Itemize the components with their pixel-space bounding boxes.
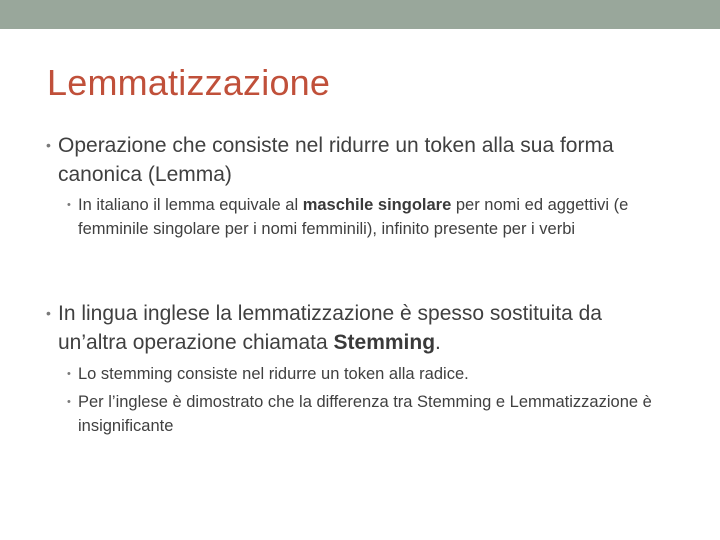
bullet-dot: • [46, 305, 51, 321]
bullet-2-text-after: . [435, 331, 441, 354]
bullet-2-bold: Stemming [333, 331, 436, 354]
bullet-1-1-text-before: In italiano il lemma equivale al [78, 196, 303, 214]
slide-title: Lemmatizzazione [47, 62, 331, 103]
bullet-1-1 [67, 193, 678, 241]
bullet-2 [46, 299, 668, 357]
bullet-2-text-before: In lingua inglese la lemmatizzazione è spesso sostituita da un’altra operazione chiamata [58, 302, 602, 354]
bullet-dot: • [46, 137, 51, 153]
bullet-1-1-bold: maschile singolare [302, 196, 452, 214]
bullet-1-1-text-after: per nomi ed aggettivi (e femminile singolare per i nomi femminili), infinito presente per i verbi [78, 196, 629, 238]
bullet-dot: • [67, 396, 71, 408]
bullet-2-1-text: Lo stemming consiste nel ridurre un token alla radice. [78, 365, 469, 383]
bullet-2-1 [67, 362, 678, 386]
bullet-2-2 [67, 390, 678, 438]
bullet-1 [46, 131, 668, 189]
bullet-1-text: Operazione che consiste nel ridurre un token alla sua forma canonica (Lemma) [58, 134, 614, 186]
bullet-dot: • [67, 368, 71, 380]
bullet-dot: • [67, 199, 71, 211]
bullet-2-2-text: Per l’inglese è dimostrato che la differenza tra Stemming e Lemmatizzazione è insignificante [78, 393, 652, 435]
top-accent-bar [0, 0, 720, 29]
